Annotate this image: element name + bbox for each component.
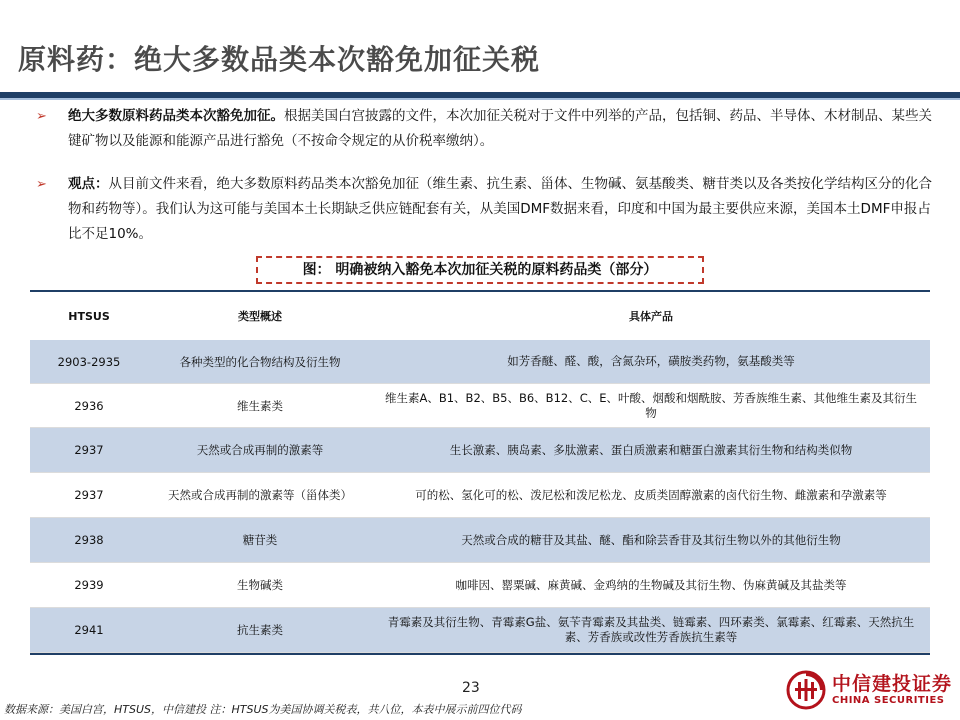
table-row (30, 340, 930, 384)
table-row (30, 563, 930, 608)
page-number: 23 (462, 680, 480, 696)
arrow-bullet-icon: ➢ (36, 109, 47, 124)
cell-products: 生长激素、胰岛素、多肽激素、蛋白质激素和糖蛋白激素其衍生物和结构类似物 (449, 442, 853, 457)
bullet-lead: 绝大多数原料药品类本次豁免加征。 (68, 108, 284, 124)
cell-products: 天然或合成的糖苷及其盐、醚、酯和除芸香苷及其衍生物以外的其他衍生物 (461, 532, 841, 547)
table-bottom-rule (30, 653, 930, 655)
header-htsus: HTSUS (68, 309, 110, 323)
table-row (30, 608, 930, 653)
logo-name-cn: 中信建投证券 (832, 673, 953, 695)
header-products: 具体产品 (629, 309, 673, 323)
cell-type: 各种类型的化合物结构及衍生物 (179, 354, 341, 369)
cell-code: 2903-2935 (57, 354, 121, 369)
cell-products: 咖啡因、罂粟碱、麻黄碱、金鸡纳的生物碱及其衍生物、伪麻黄碱及其盐类等 (455, 577, 847, 592)
cell-code: 2939 (74, 578, 104, 592)
header-type: 类型概述 (238, 310, 282, 323)
cell-code: 2937 (74, 443, 104, 457)
bullet-item-view (36, 172, 936, 247)
bullet-item-exemption (36, 104, 936, 154)
table-row (30, 473, 930, 518)
cell-type: 天然或合成再制的激素等 (196, 443, 324, 457)
exemption-table (30, 290, 930, 653)
table-header (30, 290, 930, 340)
cell-products: 可的松、氢化可的松、泼尼松和泼尼松龙、皮质类固醇激素的卤代衍生物、雌激素和孕激素等 (415, 487, 887, 502)
cell-type: 生物碱类 (237, 578, 283, 592)
china-securities-logo-icon (786, 670, 826, 710)
cell-type: 糖苷类 (242, 533, 278, 547)
table-row (30, 518, 930, 563)
logo-name-en: CHINA SECURITIES (832, 695, 945, 706)
arrow-bullet-icon: ➢ (36, 177, 47, 192)
cell-code: 2941 (74, 623, 104, 637)
cell-code: 2937 (74, 488, 104, 502)
cell-type: 维生素类 (237, 398, 283, 413)
header-divider-light (0, 98, 960, 100)
page-title: 原料药：绝大多数品类本次豁免加征关税 (18, 43, 541, 76)
cell-products: 维生素A、B1、B2、B5、B6、B12、C、E、叶酸、烟酸和烟酰胺、芳香族维生素、其他维生素及其衍生物 (384, 390, 917, 420)
bullet-list (36, 104, 936, 265)
cell-code: 2938 (74, 533, 104, 547)
cell-type: 天然或合成再制的激素等（甾体类） (168, 488, 352, 502)
company-logo (786, 668, 956, 712)
cell-products: 如芳香醚、醛、酸，含氮杂环，磺胺类药物，氨基酸类等 (507, 354, 795, 368)
cell-products: 青霉素及其衍生物、青霉素G盐、氨苄青霉素及其盐类、链霉素、四环素类、氯霉素、红霉素、天然抗生素、芳香族或改性芳香族抗生素等 (387, 615, 915, 644)
bullet-lead: 观点： (68, 176, 109, 192)
bullet-text: 从目前文件来看，绝大多数原料药品类本次豁免加征（维生素、抗生素、甾体、生物碱、氨基酸类、糖苷类以及各类按化学结构区分的化合物和药物等）。我们认为这可能与美国本土长期缺乏供应链配套有关，从美国DMF数据来看，印度和中国为最主要供应来源，美国本土DMF申报占比不足10%。 (68, 176, 932, 242)
table-row (30, 428, 930, 473)
cell-code: 2936 (74, 398, 104, 413)
cell-type: 抗生素类 (237, 623, 283, 637)
logo-text (832, 673, 952, 707)
bullet-text: 根据美国白宫披露的文件，本次加征关税对于文件中列举的产品，包括铜、药品、半导体、木材制品、某些关键矿物以及能源和能源产品进行豁免（不按命令规定的从价税率缴纳）。 (68, 108, 932, 149)
figure-caption: 图： 明确被纳入豁免本次加征关税的原料药品类（部分） (256, 256, 704, 284)
table-row (30, 384, 930, 428)
source-note: 数据来源：美国白宫，HTSUS，中信建投 注：HTSUS为美国协调关税表，共八位，本表中展示前四位代码 (4, 703, 522, 716)
